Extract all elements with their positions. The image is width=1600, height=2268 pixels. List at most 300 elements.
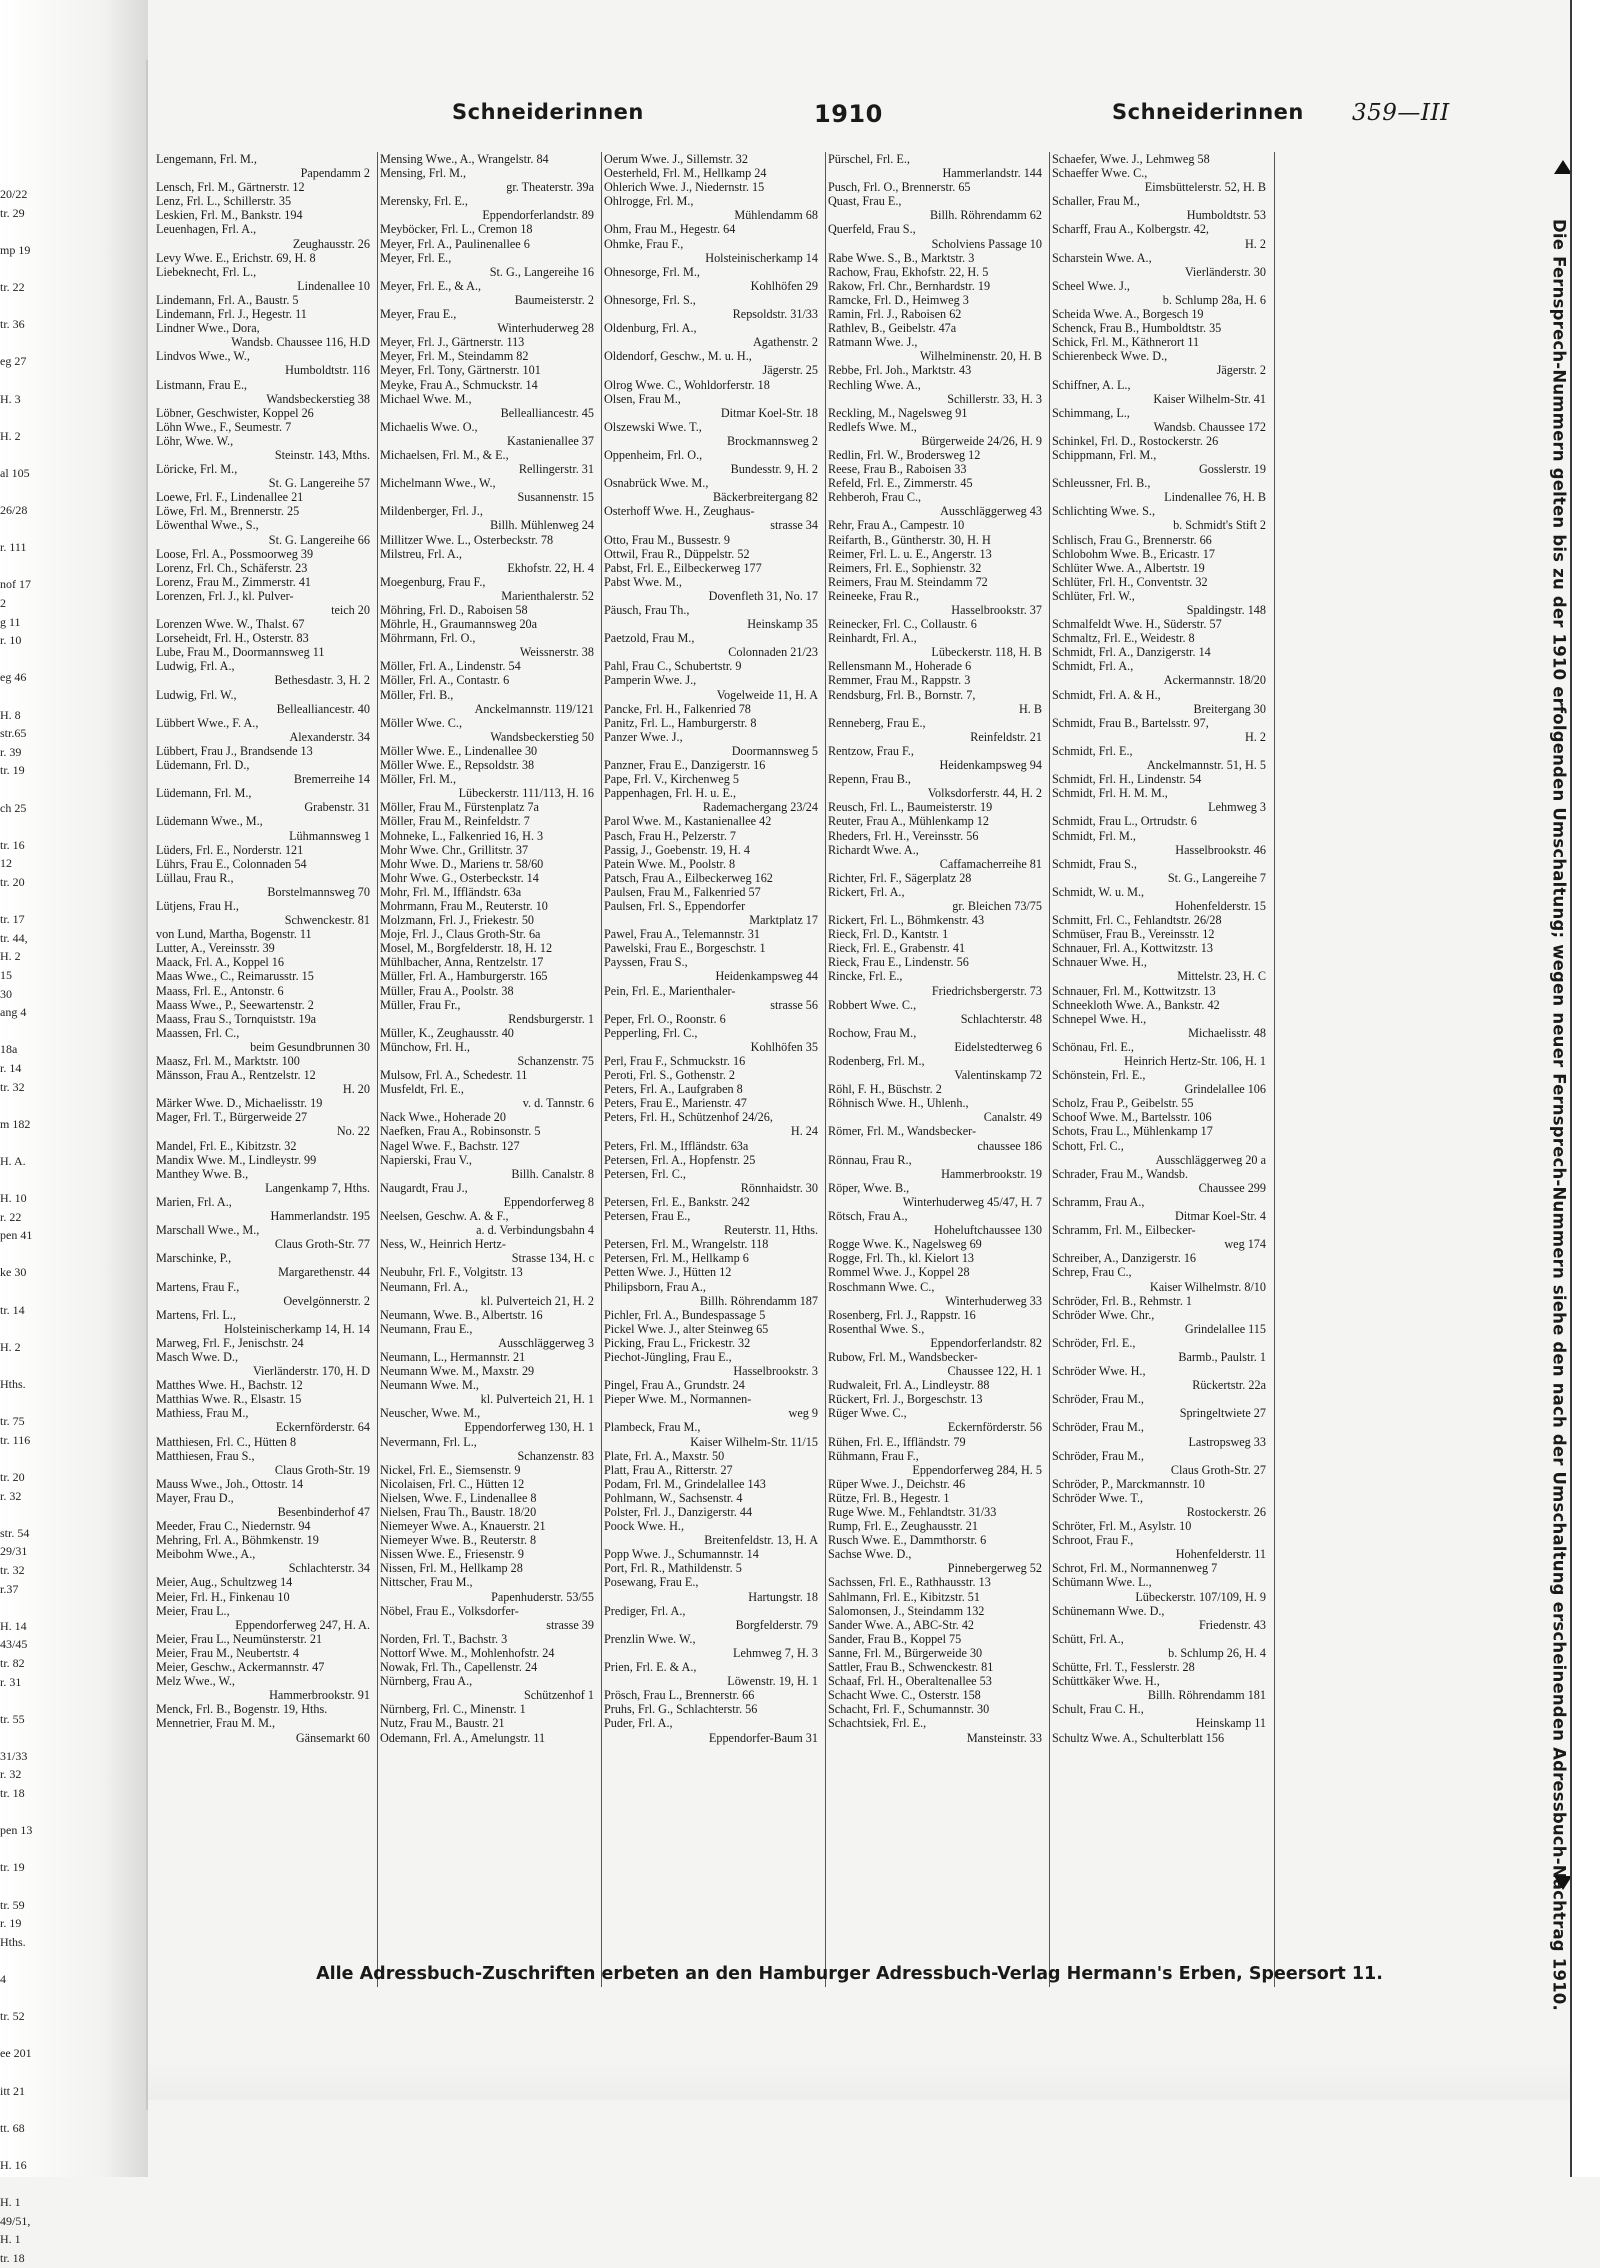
column-2: [380, 152, 598, 2002]
directory-entry-line: Lindemann, Frl. J., Hegestr. 11: [156, 307, 307, 322]
directory-entry-line: Quast, Frau E.,: [828, 194, 902, 209]
directory-entry-line: Lüllau, Frau R.,: [156, 870, 234, 885]
directory-entry-line: Holsteinischerkamp 14: [705, 250, 818, 265]
directory-entry-line: Mohr Wwe. G., Osterbeckstr. 14: [380, 870, 539, 885]
directory-entry-line: Schnepel Wwe. H.,: [1052, 1011, 1147, 1026]
directory-entry-line: Reese, Frau B., Raboisen 33: [828, 462, 967, 477]
directory-entry-line: Oerum Wwe. J., Sillemstr. 32: [604, 152, 748, 166]
directory-entry-line: Billh. Röhrendamm 181: [1147, 1688, 1266, 1703]
directory-entry-line: Bellealliancestr. 45: [500, 405, 594, 420]
directory-entry-line: chaussee 186: [977, 1138, 1042, 1153]
directory-entry-line: Mohrmann, Frau M., Reuterstr. 10: [380, 898, 548, 913]
directory-entry-line: Schmidt, Frl. H. M. M.,: [1052, 786, 1168, 801]
directory-entry-line: b. Schlump 26, H. 4: [1168, 1645, 1266, 1660]
directory-entry-line: Schachtsiek, Frl. E.,: [828, 1716, 927, 1731]
directory-entry-line: Bellealliancestr. 40: [276, 701, 370, 716]
directory-entry-line: Milstreu, Frl. A.,: [380, 546, 462, 561]
directory-entry-line: Lorenz, Frl. Ch., Schäferstr. 23: [156, 560, 308, 575]
directory-entry-line: Sachse Wwe. D.,: [828, 1547, 912, 1562]
directory-entry-line: Römer, Frl. M., Wandsbecker-: [828, 1124, 977, 1139]
directory-entry-line: Schröder Wwe. Chr.,: [1052, 1307, 1155, 1322]
directory-entry-line: Schlichting Wwe. S.,: [1052, 504, 1156, 519]
directory-entry-line: Mathiess, Frau M.,: [156, 1406, 249, 1421]
directory-entry-line: Caffamacherreihe 81: [939, 856, 1042, 871]
directory-entry-line: Reinecker, Frl. C., Collaustr. 6: [828, 617, 977, 632]
facing-page-fragment: [0, 297, 22, 316]
directory-entry-line: Pusch, Frl. O., Brennerstr. 65: [828, 180, 971, 195]
directory-entry-line: Michaelisstr. 48: [1188, 1025, 1266, 1040]
facing-page-fragment: r. 22: [0, 1209, 22, 1224]
directory-entry-line: Lenz, Frl. L., Schillerstr. 35: [156, 194, 292, 209]
directory-entry-line: Pepperling, Frl. C.,: [604, 1025, 698, 1040]
directory-entry-line: Jägerstr. 25: [762, 363, 818, 378]
directory-entry-line: Schleussner, Frl. B.,: [1052, 476, 1151, 491]
directory-entry-line: Mohr, Frl. M., Iffländstr. 63a: [380, 884, 522, 899]
directory-entry-line: Nöbel, Frau E., Volksdorfer-: [380, 1603, 519, 1618]
directory-entry-line: Maass, Frl. E., Antonstr. 6: [156, 983, 284, 998]
directory-entry-line: gr. Theaterstr. 39a: [506, 180, 594, 195]
facing-page-fragment: r. 10: [0, 633, 22, 648]
directory-entry-line: Meyböcker, Frl. L., Cremon 18: [380, 222, 533, 237]
facing-page-fragment: [0, 1449, 22, 1468]
facing-page-fragment: tt. 68: [0, 2120, 25, 2135]
directory-entry-line: Marschinke, P.,: [156, 1251, 232, 1266]
directory-entry-line: Meyke, Frau A., Schmuckstr. 14: [380, 377, 538, 392]
page-footer: Alle Adressbuch-Zuschriften erbeten an den Hamburger Adressbuch-Verlag Hermann's Erben, Speersort 11.: [316, 1964, 1383, 1984]
directory-entry-line: Hammerbrookstr. 91: [269, 1688, 370, 1703]
directory-entry-line: Schlüter, Frl. W.,: [1052, 588, 1135, 603]
directory-entry-line: Valentinskamp 72: [954, 1068, 1042, 1083]
directory-entry-line: Schneekloth Wwe. A., Bankstr. 42: [1052, 997, 1220, 1012]
facing-page-fragment: 4: [0, 1972, 6, 1986]
directory-entry-line: Mildenberger, Frl. J.,: [380, 504, 483, 519]
directory-entry-line: Schünemann Wwe. D.,: [1052, 1603, 1165, 1618]
directory-entry-line: Löbner, Geschwister, Koppel 26: [156, 405, 314, 420]
facing-page-fragment: r. 32: [0, 1767, 22, 1782]
directory-entry-line: Leskien, Frl. M., Bankstr. 194: [156, 208, 303, 223]
directory-entry-line: Wandsb. Chaussee 116, H.D: [231, 335, 370, 350]
facing-page-fragment: r. 14: [0, 1060, 22, 1075]
directory-entry-line: Eidelstedterweg 6: [954, 1039, 1042, 1054]
directory-entry-line: Pruhs, Frl. G., Schlachterstr. 56: [604, 1702, 758, 1717]
directory-entry-line: Michael Wwe. M.,: [380, 391, 472, 406]
directory-entry-line: H. 24: [790, 1124, 818, 1139]
directory-entry-line: Nissen Wwe. E., Friesenstr. 9: [380, 1547, 524, 1562]
directory-entry-line: Scharstein Wwe. A.,: [1052, 250, 1152, 265]
facing-page-fragment: [0, 222, 22, 241]
directory-entry-line: Pabst, Frl. E., Eilbeckerweg 177: [604, 560, 762, 575]
directory-entry-line: Kaiser Wilhelmstr. 8/10: [1149, 1279, 1266, 1294]
directory-entry-line: Nevermann, Frl. L.,: [380, 1434, 477, 1449]
directory-entry-line: Eppendorferweg 284, H. 5: [912, 1462, 1042, 1477]
directory-entry-line: Gosslerstr. 19: [1198, 462, 1266, 477]
directory-entry-line: Lühmannsweg 1: [289, 828, 370, 843]
directory-entry-line: Martens, Frl. L.,: [156, 1307, 236, 1322]
facing-page-fragment: [0, 445, 22, 464]
directory-entry-line: Mandel, Frl. E., Kibitzstr. 32: [156, 1138, 297, 1153]
directory-entry-line: Pickel Wwe. J., alter Steinweg 65: [604, 1321, 769, 1336]
directory-entry-line: Reimers, Frau M. Steindamm 72: [828, 574, 988, 589]
facing-page-fragment: tr. 75: [0, 1414, 25, 1429]
directory-entry-line: Eppendorferweg 247, H. A.: [235, 1617, 370, 1632]
directory-entry-line: Rellingerstr. 31: [518, 462, 594, 477]
directory-entry-line: Redlefs Wwe. M.,: [828, 419, 917, 434]
directory-entry-line: Rütze, Frl. B., Hegestr. 1: [828, 1490, 950, 1505]
directory-entry-line: Meyer, Frl. E., & A.,: [380, 278, 482, 293]
column-5: [1052, 152, 1270, 2002]
directory-entry-line: Schenck, Frau B., Humboldtstr. 35: [1052, 321, 1222, 336]
directory-entry-line: Schlobohm Wwe. B., Ericastr. 17: [1052, 546, 1215, 561]
directory-entry-line: Schacht, Frl. F., Schumannstr. 30: [828, 1702, 990, 1717]
facing-page-fragment: [0, 2100, 22, 2119]
directory-entry-line: Schult, Frau C. H.,: [1052, 1702, 1144, 1717]
directory-entry-line: Baumeisterstr. 2: [514, 292, 594, 307]
directory-entry-line: Alexanderstr. 34: [289, 729, 370, 744]
directory-entry-line: Gänsemarkt 60: [295, 1730, 370, 1745]
directory-entry-line: Pahl, Frau C., Schubertstr. 9: [604, 659, 742, 674]
directory-entry-line: Schlachterstr. 48: [960, 1011, 1042, 1026]
facing-page-fragment: itt 21: [0, 2083, 26, 2098]
directory-entry-line: Schütt, Frl. A.,: [1052, 1631, 1124, 1646]
directory-entry-line: Nissen, Frl. M., Hellkamp 28: [380, 1561, 523, 1576]
directory-entry-line: Bundesstr. 9, H. 2: [730, 462, 818, 477]
directory-entry-line: Lindenallee 10: [297, 278, 370, 293]
column-rule: [377, 152, 378, 1987]
facing-page-fragment: [0, 2175, 22, 2194]
facing-page-fragment: pen 13: [0, 1823, 33, 1838]
facing-page-fragment: H. 10: [0, 1191, 27, 1206]
directory-entry-line: Schmidt, Frau S.,: [1052, 856, 1137, 871]
directory-entry-line: Schaaf, Frl. H., Oberaltenallee 53: [828, 1674, 992, 1689]
directory-entry-line: Petersen, Frau E.,: [604, 1209, 691, 1224]
directory-entry-line: Patsch, Frau A., Eilbeckerweg 162: [604, 870, 773, 885]
directory-entry-line: H. 20: [342, 1082, 370, 1097]
facing-page-fragment: [0, 1133, 22, 1152]
facing-page-fragment: H. 3: [0, 391, 21, 406]
directory-entry-line: Pasch, Frau H., Pelzerstr. 7: [604, 828, 737, 843]
directory-entry-line: Schlüter Wwe. A., Albertstr. 19: [1052, 560, 1205, 575]
directory-entry-line: Ausschläggerweg 43: [940, 504, 1042, 519]
directory-entry-line: Rieck, Frl. E., Grabenstr. 41: [828, 941, 966, 956]
directory-entry-line: Lindemann, Frl. A., Baustr. 5: [156, 292, 299, 307]
directory-entry-line: Löwenthal Wwe., S.,: [156, 518, 259, 533]
directory-entry-line: Olsen, Frau M.,: [604, 391, 681, 406]
directory-entry-line: Patein Wwe. M., Poolstr. 8: [604, 856, 736, 871]
directory-entry-line: Sander, Frau B., Koppel 75: [828, 1631, 962, 1646]
directory-entry-line: Röhl, F. H., Büschstr. 2: [828, 1082, 942, 1097]
directory-entry-line: Mennetrier, Frau M. M.,: [156, 1716, 275, 1731]
directory-entry-line: Lübeckerstr. 107/109, H. 9: [1135, 1589, 1266, 1604]
directory-entry-line: Richardt Wwe. A.,: [828, 842, 919, 857]
directory-entry-line: Osnabrück Wwe. M.,: [604, 476, 709, 491]
directory-entry-line: Margarethenstr. 44: [278, 1265, 370, 1280]
directory-entry-line: Mulsow, Frl. A., Schedestr. 11: [380, 1068, 528, 1083]
directory-entry-line: Springeltwiete 27: [1179, 1406, 1266, 1421]
directory-entry-line: Ohnesorge, Frl. M.,: [604, 264, 700, 279]
directory-entry-line: Nielsen, Wwe. F., Lindenallee 8: [380, 1490, 537, 1505]
directory-entry-line: Pein, Frl. E., Marienthaler-: [604, 983, 736, 998]
facing-page-fragment: [0, 1840, 22, 1859]
directory-entry-line: Liebeknecht, Frl. L.,: [156, 264, 257, 279]
directory-entry-line: Marweg, Frl. F., Jenischstr. 24: [156, 1335, 304, 1350]
directory-entry-line: Marktplatz 17: [749, 913, 818, 928]
directory-entry-line: Mohr Wwe. Chr., Grillitstr. 37: [380, 842, 529, 857]
facing-page-fragment: r.37: [0, 1581, 19, 1596]
directory-entry-line: Reuter, Frau A., Mühlenkamp 12: [828, 814, 989, 829]
directory-entry-line: Salomonsen, J., Steindamm 132: [828, 1603, 985, 1618]
directory-entry-line: Leuenhagen, Frl. A.,: [156, 222, 257, 237]
directory-entry-line: Schümann Wwe. L.,: [1052, 1575, 1152, 1590]
directory-entry-line: Roschmann Wwe. C.,: [828, 1279, 935, 1294]
directory-entry-line: Lorenzen, Frl. J., kl. Pulver-: [156, 588, 294, 603]
facing-page-fragment: tr. 14: [0, 1302, 25, 1317]
directory-entry-line: Schmaltz, Frl. E., Weidestr. 8: [1052, 631, 1195, 646]
directory-entry-line: Pingel, Frau A., Grundstr. 24: [604, 1378, 745, 1393]
directory-entry-line: Kohlhöfen 29: [750, 278, 818, 293]
directory-entry-line: Schmidt, Frau B., Bartelsstr. 97,: [1052, 715, 1209, 730]
facing-page-fragment: 12: [0, 856, 12, 871]
page-lower-margin: [148, 2060, 1572, 2100]
directory-entry-line: Schroot, Frau F.,: [1052, 1533, 1134, 1548]
directory-entry-line: Weissnerstr. 38: [519, 645, 594, 660]
directory-entry-line: Eimsbüttelerstr. 52, H. B: [1144, 180, 1266, 195]
directory-entry-line: Listmann, Frau E.,: [156, 377, 248, 392]
directory-entry-line: Rüper Wwe. J., Deichstr. 46: [828, 1476, 966, 1491]
directory-entry-line: Möller Wwe. E., Repsoldstr. 38: [380, 758, 535, 773]
directory-entry-line: Schmidt, Frl. A.,: [1052, 659, 1134, 674]
directory-entry-line: Plate, Frl. A., Maxstr. 50: [604, 1448, 725, 1463]
directory-entry-line: Papendamm 2: [300, 166, 370, 181]
directory-entry-line: Scheel Wwe. J.,: [1052, 278, 1130, 293]
directory-entry-line: Otto, Frau M., Bussestr. 9: [604, 532, 730, 547]
directory-entry-line: Schmidt, Frl. A., Danzigerstr. 14: [1052, 645, 1211, 660]
directory-entry-line: Rieck, Frau E., Lindenstr. 56: [828, 955, 969, 970]
facing-page-fragment: r. 32: [0, 1488, 22, 1503]
directory-entry-line: Schmalfeldt Wwe. H., Süderstr. 57: [1052, 617, 1222, 632]
facing-page-fragment: tr. 22: [0, 279, 25, 294]
directory-entry-line: von Lund, Martha, Bogenstr. 11: [156, 927, 312, 942]
directory-entry-line: Grindelallee 115: [1184, 1321, 1266, 1336]
directory-entry-line: Reinhardt, Frl. A.,: [828, 631, 917, 646]
directory-entry-line: Lindenallee 76, H. B: [1164, 490, 1266, 505]
directory-entry-line: Müller, Frau A., Poolstr. 38: [380, 983, 514, 998]
facing-page-fragment: tr. 36: [0, 317, 25, 332]
directory-entry-line: Mansteinstr. 33: [966, 1730, 1042, 1745]
directory-entry-line: Popp Wwe. J., Schumannstr. 14: [604, 1547, 759, 1562]
directory-entry-line: St. G. Langereihe 57: [268, 476, 370, 491]
directory-entry-line: Sahlmann, Frl. E., Kibitzstr. 51: [828, 1589, 980, 1604]
directory-entry-line: Dovenfleth 31, No. 17: [708, 588, 818, 603]
directory-entry-line: strasse 39: [546, 1617, 594, 1632]
directory-entry-line: Rheders, Frl. H., Vereinsstr. 56: [828, 828, 979, 843]
directory-entry-line: Platt, Frau A., Ritterstr. 27: [604, 1462, 733, 1477]
directory-entry-line: Reifarth, B., Güntherstr. 30, H. H: [828, 532, 991, 547]
directory-entry-line: Schott, Frl. C.,: [1052, 1138, 1124, 1153]
directory-entry-line: Schmidt, Frl. E.,: [1052, 743, 1133, 758]
facing-page-fragment: [0, 817, 22, 836]
facing-page-fragment: tr. 82: [0, 1655, 25, 1670]
directory-entry-line: Petersen, Frl. C.,: [604, 1166, 686, 1181]
directory-entry-line: Nürnberg, Frau A.,: [380, 1674, 473, 1689]
facing-page-fragment: [0, 1282, 22, 1301]
directory-entry-line: Petersen, Frl. A., Hopfenstr. 25: [604, 1152, 756, 1167]
page-header: [152, 100, 1542, 134]
directory-entry-line: Millitzer Wwe. L., Osterbeckstr. 78: [380, 532, 554, 547]
directory-entry-line: Wandsbeckerstieg 50: [490, 729, 594, 744]
page-right-edge: [1570, 0, 1600, 2177]
directory-entry-line: Chaussee 122, H. 1: [947, 1364, 1042, 1379]
directory-entry-line: Odemann, Frl. A., Amelungstr. 11: [380, 1730, 546, 1745]
directory-entry-line: Nielsen, Frau Th., Baustr. 18/20: [380, 1505, 537, 1519]
directory-entry-line: Oldenburg, Frl. A.,: [604, 321, 697, 336]
directory-entry-line: Schwenckestr. 81: [284, 913, 370, 928]
directory-entry-line: kl. Pulverteich 21, H. 1: [480, 1392, 594, 1407]
directory-entry-line: Neelsen, Geschw. A. & F.,: [380, 1209, 509, 1224]
directory-entry-line: Rabe Wwe. S., B., Marktstr. 3: [828, 250, 975, 265]
directory-entry-line: Lorseheidt, Frl. H., Osterstr. 83: [156, 631, 309, 646]
directory-entry-line: Mohneke, L., Falkenried 16, H. 3: [380, 828, 544, 843]
directory-entry-line: Merensky, Frl. E.,: [380, 194, 468, 209]
directory-entry-line: Rusch Wwe. E., Dammthorstr. 6: [828, 1533, 987, 1548]
directory-entry-line: Humboldtstr. 53: [1186, 208, 1266, 223]
directory-entry-line: Neubuhr, Frl. F., Volgitstr. 13: [380, 1265, 523, 1280]
directory-entry-line: Müller, Frl. A., Hamburgerstr. 165: [380, 969, 548, 984]
directory-entry-line: Oppenheim, Frl. O.,: [604, 447, 703, 462]
directory-entry-line: Hohenfelderstr. 15: [1175, 898, 1266, 913]
directory-entry-line: Schacht Wwe. C., Osterstr. 158: [828, 1688, 981, 1703]
directory-entry-line: Reckling, M., Nagelsweg 91: [828, 405, 968, 420]
directory-entry-line: Perl, Frau F., Schmuckstr. 16: [604, 1054, 746, 1068]
directory-entry-line: Möller, Frau M., Reinfeldstr. 7: [380, 814, 530, 829]
directory-entry-line: Menck, Frl. B., Bogenstr. 19, Hths.: [156, 1702, 328, 1717]
directory-entry-line: Neumann, Wwe. B., Albertstr. 16: [380, 1307, 543, 1322]
directory-entry-line: Schmidt, Frl. A. & H.,: [1052, 687, 1161, 702]
directory-entry-line: Rostockerstr. 26: [1186, 1505, 1266, 1519]
directory-entry-line: Lüdemann, Frl. D.,: [156, 758, 250, 773]
directory-entry-line: Meeder, Frau C., Niedernstr. 94: [156, 1519, 311, 1534]
facing-page-fragment: [0, 2063, 22, 2082]
directory-entry-line: Schröder, P., Marckmannstr. 10: [1052, 1476, 1205, 1491]
directory-entry-line: Olszewski Wwe. T.,: [604, 419, 702, 434]
directory-entry-line: Wandsb. Chaussee 172: [1153, 419, 1266, 434]
directory-entry-line: Grabenstr. 31: [304, 800, 370, 815]
directory-entry-line: Meyer, Frl. M., Steindamm 82: [380, 349, 529, 364]
directory-entry-line: Matthias Wwe. R., Elsastr. 15: [156, 1392, 302, 1407]
directory-entry-line: Borgfelderstr. 79: [735, 1617, 818, 1632]
directory-entry-line: Lübeckerstr. 118, H. B: [931, 645, 1042, 660]
directory-entry-line: Breitenfeldstr. 13, H. A: [704, 1533, 818, 1548]
directory-entry-line: Heinskamp 35: [747, 617, 818, 632]
directory-entry-line: Ramin, Frl. J., Raboisen 62: [828, 307, 962, 322]
directory-entry-line: Rendsburg, Frl. B., Bornstr. 7,: [828, 687, 976, 702]
directory-entry-line: Ditmar Koel-Str. 4: [1174, 1209, 1266, 1224]
directory-entry-line: Meyer, Frau E.,: [380, 307, 457, 322]
directory-entry-line: Rakow, Frl. Chr., Bernhardstr. 19: [828, 278, 991, 293]
directory-entry-line: Besenbinderhof 47: [277, 1505, 370, 1519]
directory-entry-line: Reimer, Frl. L. u. E., Angerstr. 13: [828, 546, 992, 561]
directory-entry-line: Breitergang 30: [1193, 701, 1266, 716]
facing-page-fragment: H. 1: [0, 2195, 21, 2210]
column-rule: [825, 152, 826, 1987]
directory-entry-line: Heidenkampsweg 44: [715, 969, 818, 984]
directory-entry-line: Rochow, Frau M.,: [828, 1025, 917, 1040]
directory-entry-line: Moje, Frl. J., Claus Groth-Str. 6a: [380, 927, 541, 942]
directory-entry-line: Ludwig, Frl. W.,: [156, 687, 237, 702]
directory-entry-line: Loewe, Frl. F., Lindenallee 21: [156, 490, 304, 505]
directory-entry-line: Peters, Frl. H., Schützenhof 24/26,: [604, 1110, 773, 1125]
directory-entry-line: Eppendorferlandstr. 82: [930, 1335, 1042, 1350]
facing-page-fragment: Hths.: [0, 1934, 26, 1949]
directory-entry-line: gr. Bleichen 73/75: [952, 898, 1042, 913]
directory-entry-line: Posewang, Frau E.,: [604, 1575, 699, 1590]
directory-entry-line: Hartungstr. 18: [748, 1589, 818, 1604]
directory-entry-line: Hasselbrookstr. 3: [733, 1364, 818, 1379]
directory-entry-line: Richter, Frl. F., Sägerplatz 28: [828, 870, 972, 885]
directory-entry-line: Lührs, Frau E., Colonnaden 54: [156, 856, 307, 871]
directory-entry-line: Reineeke, Frau R.,: [828, 588, 920, 603]
directory-entry-line: Löhn Wwe., F., Seumestr. 7: [156, 419, 292, 434]
facing-page-fragment: tr. 55: [0, 1711, 25, 1726]
facing-page-fragment: [0, 780, 22, 799]
directory-entry-line: Hoheluftchaussee 130: [934, 1223, 1042, 1238]
directory-entry-line: Reimers, Frl. E., Sophienstr. 32: [828, 560, 982, 575]
directory-entry-line: Chaussee 299: [1198, 1180, 1266, 1195]
directory-entry-line: Schröder, Frau M.,: [1052, 1420, 1144, 1435]
directory-entry-line: Lengemann, Frl. M.,: [156, 152, 257, 166]
directory-entry-line: Mittelstr. 23, H. C: [1177, 969, 1266, 984]
directory-entry-line: Rosenberg, Frl. J., Rappstr. 16: [828, 1307, 976, 1322]
directory-entry-line: Lutter, A., Vereinsstr. 39: [156, 941, 275, 956]
directory-entry-line: Maas Wwe., C., Reimarusstr. 15: [156, 969, 314, 984]
directory-entry-line: Scharff, Frau A., Kolbergstr. 42,: [1052, 222, 1209, 237]
directory-entry-line: Langenkamp 7, Hths.: [265, 1180, 370, 1195]
directory-entry-line: Redlin, Frl. W., Brodersweg 12: [828, 447, 981, 462]
directory-entry-line: Lensch, Frl. M., Gärtnerstr. 12: [156, 180, 305, 195]
facing-page-fragment: [0, 1505, 22, 1524]
directory-entry-line: Holsteinischerkamp 14, H. 14: [224, 1321, 370, 1336]
directory-entry-line: Möhring, Frl. D., Raboisen 58: [380, 603, 528, 617]
directory-entry-line: Oevelgönnerstr. 2: [283, 1293, 370, 1308]
directory-entry-line: Meier, Aug., Schultzweg 14: [156, 1575, 293, 1590]
directory-entry-line: Scholz, Frau P., Geibelstr. 55: [1052, 1096, 1194, 1111]
directory-entry-line: Schmidt, Frl. M.,: [1052, 828, 1136, 843]
facing-page-fragment: ch 25: [0, 800, 27, 815]
facing-page-fragment: [0, 1989, 22, 2008]
directory-entry-line: Rellensmann M., Hoherade 6: [828, 659, 972, 674]
directory-entry-line: Billh. Röhrendamm 187: [699, 1293, 818, 1308]
directory-entry-line: Hammerbrookstr. 19: [941, 1166, 1042, 1181]
directory-entry-line: Wilhelminenstr. 20, H. B: [919, 349, 1042, 364]
directory-entry-line: Löhr, Wwe. W.,: [156, 433, 234, 448]
directory-entry-line: Petten Wwe. J., Hütten 12: [604, 1265, 732, 1280]
facing-page-fragment: 15: [0, 967, 12, 982]
directory-entry-line: Mayer, Frau D.,: [156, 1490, 234, 1505]
directory-entry-line: Anckelmannstr. 119/121: [474, 701, 594, 716]
facing-page-fragment: 18a: [0, 1042, 18, 1057]
directory-entry-line: Refeld, Frl. E., Zimmerstr. 45: [828, 476, 973, 491]
directory-entry-line: Päusch, Frau Th.,: [604, 603, 690, 617]
directory-entry-line: Peters, Frl. A., Laufgraben 8: [604, 1082, 743, 1097]
directory-entry-line: Meyer, Frl. E.,: [380, 250, 452, 265]
directory-entry-line: Schüttkäker Wwe. H.,: [1052, 1674, 1160, 1689]
directory-entry-line: Rebbe, Frl. Joh., Marktstr. 43: [828, 363, 972, 378]
directory-entry-line: Maassen, Frl. C.,: [156, 1025, 240, 1040]
directory-entry-line: Rathlev, B., Geibelstr. 47a: [828, 321, 957, 336]
directory-entry-line: Nutz, Frau M., Baustr. 21: [380, 1716, 505, 1731]
directory-entry-line: Winterhuderweg 28: [497, 321, 594, 336]
directory-entry-line: Schrot, Frl. M., Normannenweg 7: [1052, 1561, 1218, 1576]
directory-entry-line: kl. Pulverteich 21, H. 2: [480, 1293, 594, 1308]
